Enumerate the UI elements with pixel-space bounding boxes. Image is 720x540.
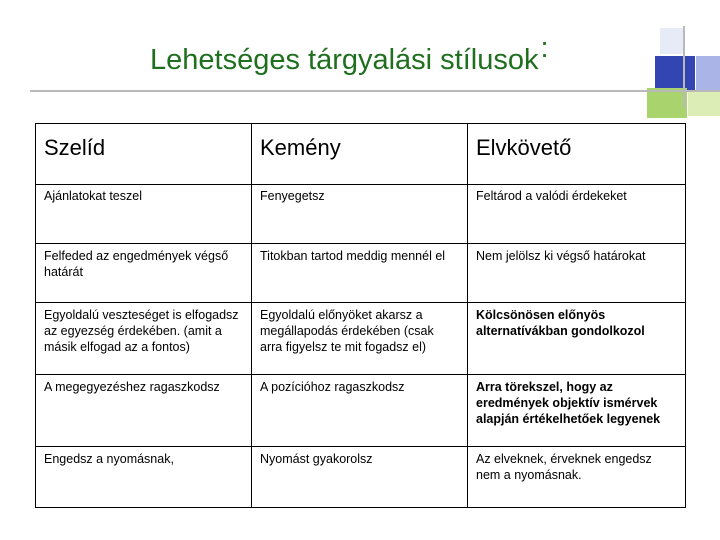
table-cell: Kölcsönösen előnyös alternatívákban gondolkozol	[468, 303, 686, 375]
table-cell: Arra törekszel, hogy az eredmények objektív ismérvek alapján értékelhetőek legyenek	[468, 375, 686, 447]
decor-square-light-green	[688, 90, 720, 116]
header-cell-hard: Kemény	[252, 124, 468, 185]
table-cell: Egyoldalú előnyöket akarsz a megállapodás érdekében (csak arra figyelsz te mit fogadsz el)	[252, 303, 468, 375]
slide-title-colon: :	[540, 32, 549, 64]
table-cell: Egyoldalú veszteséget is elfogadsz az egyezség érdekében. (amit a másik elfogad az a fontos)	[36, 303, 252, 375]
table-row	[36, 303, 686, 375]
slide-title	[150, 32, 549, 77]
table-cell: Nyomást gyakorolsz	[252, 447, 468, 508]
decor-square-pale	[660, 28, 684, 54]
table-cell: Ajánlatokat teszel	[36, 185, 252, 244]
table-cell: Felfeded az engedmények végső határát	[36, 244, 252, 303]
table-cell: A pozícióhoz ragaszkodsz	[252, 375, 468, 447]
header-cell-gentle: Szelíd	[36, 124, 252, 185]
decor-vertical-line	[683, 26, 685, 108]
table-cell: Az elveknek, érveknek engedsz nem a nyomásnak.	[468, 447, 686, 508]
table-row	[36, 185, 686, 244]
table-row	[36, 447, 686, 508]
table-cell: Feltárod a valódi érdekeket	[468, 185, 686, 244]
table-header-row	[36, 124, 686, 185]
negotiation-styles-table	[35, 123, 686, 508]
table-cell: Titokban tartod meddig mennél el	[252, 244, 468, 303]
table-cell: Fenyegetsz	[252, 185, 468, 244]
table-cell: A megegyezéshez ragaszkodsz	[36, 375, 252, 447]
decor-square-light-blue	[696, 56, 720, 90]
decor-square-blue	[655, 56, 695, 90]
decor-horizontal-line	[30, 90, 720, 92]
table-cell: Nem jelölsz ki végső határokat	[468, 244, 686, 303]
table-cell: Engedsz a nyomásnak,	[36, 447, 252, 508]
table-row	[36, 244, 686, 303]
decor-square-green	[647, 88, 687, 118]
slide-title-text: Lehetséges tárgyalási stílusok	[150, 44, 539, 76]
header-cell-principled: Elvkövető	[468, 124, 686, 185]
table-row	[36, 375, 686, 447]
